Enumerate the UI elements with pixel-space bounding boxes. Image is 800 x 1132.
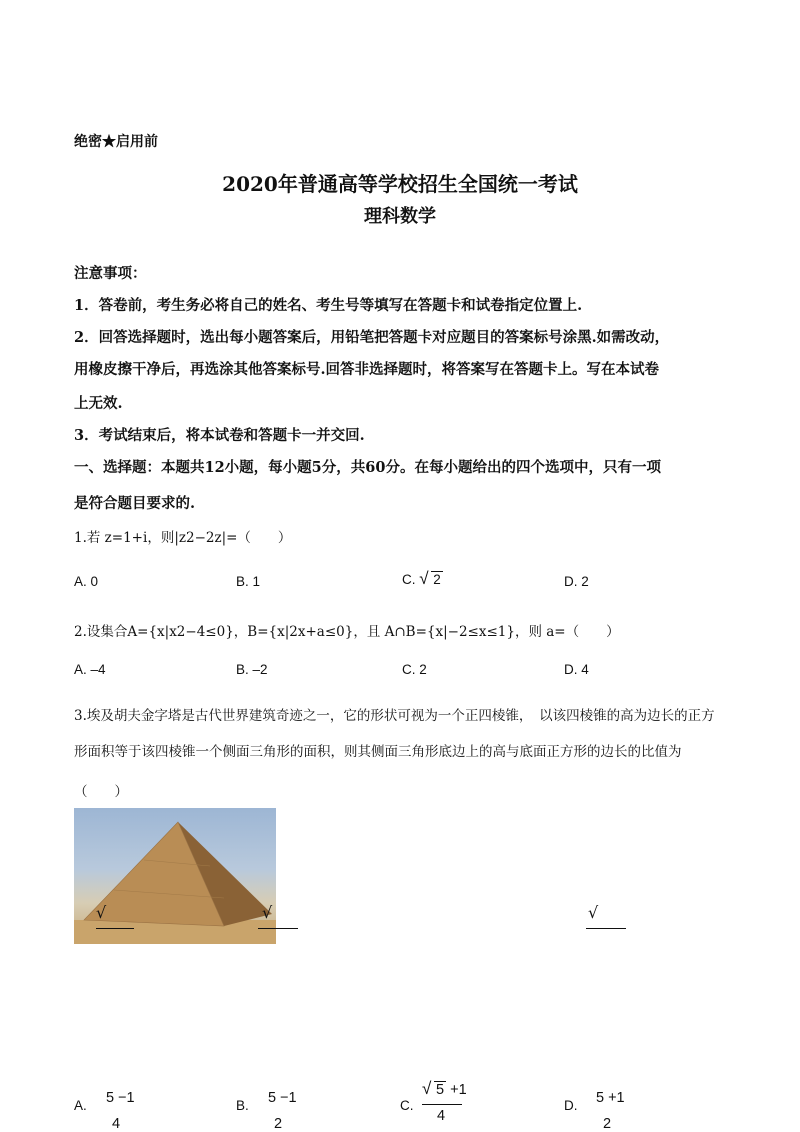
exam-subtitle: 理科数学 [364,206,436,227]
sqrt-symbol: √ 5 [422,1079,445,1098]
fraction-bar [96,928,134,929]
question-2-option-c: C. 2 [402,662,427,677]
pyramid-photo [74,808,276,944]
question-1-option-c-radicand: 2 [433,572,441,587]
question-2-option-a: A. –4 [74,662,106,677]
notes-heading: 注意事项： [74,265,147,282]
question-3-option-d-numerator: 5 +1 [596,1090,625,1106]
notes-item-3: 3．考试结束后，将本试卷和答题卡一并交回. [74,427,365,444]
question-1-option-a: A. 0 [74,574,99,589]
question-1-option-b: B. 1 [236,574,261,589]
question-3-paren: （ ） [74,784,128,800]
pyramid-illustration [74,808,276,944]
question-3-option-c-numerator-rest: +1 [446,1082,467,1098]
sqrt-symbol: √ [96,903,107,922]
fraction-bar [586,928,626,929]
notes-item-1: 1．答卷前，考生务必将自己的姓名、考生号等填写在答题卡和试卷指定位置上. [74,297,583,314]
question-3-option-d-denominator: 2 [603,1116,612,1132]
notes-item-2-line-2: 用橡皮擦干净后，再选涂其他答案标号.回答非选择题时，将答案写在答题卡上。写在本试卷 [74,361,660,378]
question-3-option-b-numerator: 5 −1 [268,1090,297,1106]
notes-item-2-line-3: 上无效. [74,395,123,412]
question-3-option-d-label: D. [564,1098,578,1113]
question-2-option-d: D. 4 [564,662,589,677]
question-3-option-c-numerator [422,1079,467,1098]
section-1-heading-line-1: 一、选择题：本题共12小题，每小题5分，共60分。在每小题给出的四个选项中，只有一项 [74,459,661,476]
question-3-stem-line-1: 3.埃及胡夫金字塔是古代世界建筑奇迹之一，它的形状可视为一个正四棱锥， 以该四棱锥的高为边长的正方 [74,708,715,724]
sqrt-symbol: √ [262,903,273,922]
question-3-option-a-numerator: 5 −1 [106,1090,135,1106]
sqrt-symbol: √ 2 [419,569,441,588]
fraction-bar [422,1104,462,1105]
question-3-option-c-radicand: 5 [436,1082,445,1098]
question-3-option-a-denominator: 4 [112,1116,121,1132]
question-3-stem-line-2: 形面积等于该四棱锥一个侧面三角形的面积，则其侧面三角形底边上的高与底面正方形的边长的比值为 [74,744,682,760]
fraction-bar [258,928,298,929]
exam-title: 2020年普通高等学校招生全国统一考试 [222,172,578,196]
question-3-option-b-denominator: 2 [274,1116,283,1132]
notes-item-2-line-1: 2．回答选择题时，选出每小题答案后，用铅笔把答题卡对应题目的答案标号涂黑.如需改动， [74,329,670,346]
question-3-option-c-denominator: 4 [437,1108,446,1124]
question-1-option-c-label: C. [402,572,416,587]
question-1-option-d: D. 2 [564,574,589,589]
sqrt-symbol: √ [588,903,599,922]
question-3-option-c-label: C. [400,1098,414,1113]
question-2-option-b: B. –2 [236,662,268,677]
question-1-stem: 1.若 z=1+i，则|z2−2z|=（ ） [74,530,292,546]
section-1-heading-line-2: 是符合题目要求的. [74,495,196,512]
question-3-option-b-label: B. [236,1098,249,1113]
question-1-option-c [402,569,443,588]
confidential-mark: 绝密★启用前 [74,134,158,150]
question-3-option-a-label: A. [74,1098,87,1113]
question-2-stem: 2.设集合A={x|x2−4≤0}，B={x|2x+a≤0}，且 A∩B={x|−2≤x≤1}，则 a=（ ） [74,624,620,640]
